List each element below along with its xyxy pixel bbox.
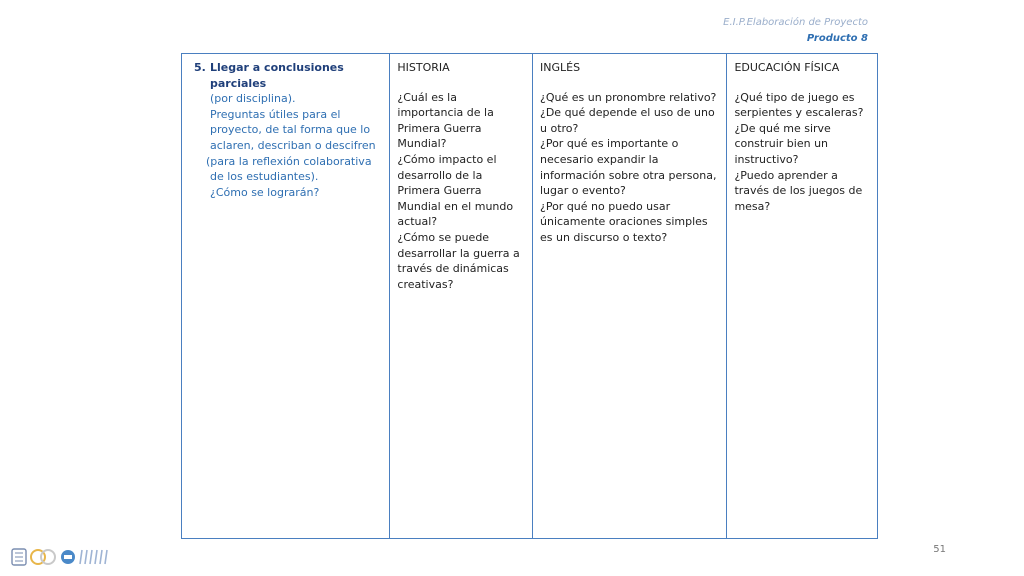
question: ¿Puedo aprender a través de los juegos de mesa? <box>734 168 863 213</box>
prompt-line: ¿Cómo se lograrán? <box>210 185 320 199</box>
question: ¿Cuál es la importancia de la Primera Guerra Mundial? <box>397 90 494 151</box>
content-table <box>181 53 878 539</box>
prompt-title-text: Llegar a conclusiones parciales <box>210 61 344 90</box>
column-prompt <box>182 54 390 538</box>
project-label: E.I.P.Elaboración de Proyecto <box>723 17 868 28</box>
column-ingles <box>533 54 727 538</box>
question: ¿De qué me sirve construir bien un instructivo? <box>734 121 831 166</box>
prompt-line: (para la reflexión colaborativa <box>206 154 372 168</box>
prompt-line: (por disciplina). <box>210 92 296 106</box>
question: ¿De qué depende el uso de uno u otro? <box>540 106 715 135</box>
page-number: 51 <box>933 544 946 555</box>
anniversary-50-icon <box>31 550 55 564</box>
institution-logos <box>10 546 120 568</box>
prompt-line: de los estudiantes). <box>210 170 319 184</box>
crest-icon <box>12 549 26 565</box>
question: ¿Por qué no puedo usar únicamente oraciones simples es un discurso o texto? <box>540 199 708 244</box>
question: ¿Cómo impacto el desarrollo de la Primera Guerra Mundial en el mundo actual? <box>397 152 514 229</box>
column-heading-historia: HISTORIA <box>397 61 450 74</box>
prompt-line: Preguntas útiles para el <box>210 107 341 121</box>
prompt-line: proyecto, de tal forma que lo <box>210 123 371 137</box>
column-heading-ingles: INGLÉS <box>540 61 581 74</box>
column-heading-educacion-fisica: EDUCACIÓN FÍSICA <box>734 61 840 74</box>
question: ¿Qué es un pronombre relativo? <box>540 90 717 104</box>
prompt-line: aclaren, describan o descifren <box>210 138 376 152</box>
prompt-number: 5. <box>194 61 206 74</box>
question: ¿Cómo se puede desarrollar la guerra a través de dinámicas creativas? <box>397 230 520 291</box>
product-label: Producto 8 <box>806 33 868 44</box>
question: ¿Por qué es importante o necesario expandir la información sobre otra persona, lugar o evento? <box>540 137 717 198</box>
circle-badge-icon <box>61 550 75 564</box>
stripes-logo-icon <box>80 550 107 564</box>
prompt-title <box>194 60 383 91</box>
column-educacion-fisica <box>727 54 877 538</box>
question: ¿Qué tipo de juego es serpientes y escaleras? <box>734 90 864 120</box>
column-historia <box>390 54 533 538</box>
